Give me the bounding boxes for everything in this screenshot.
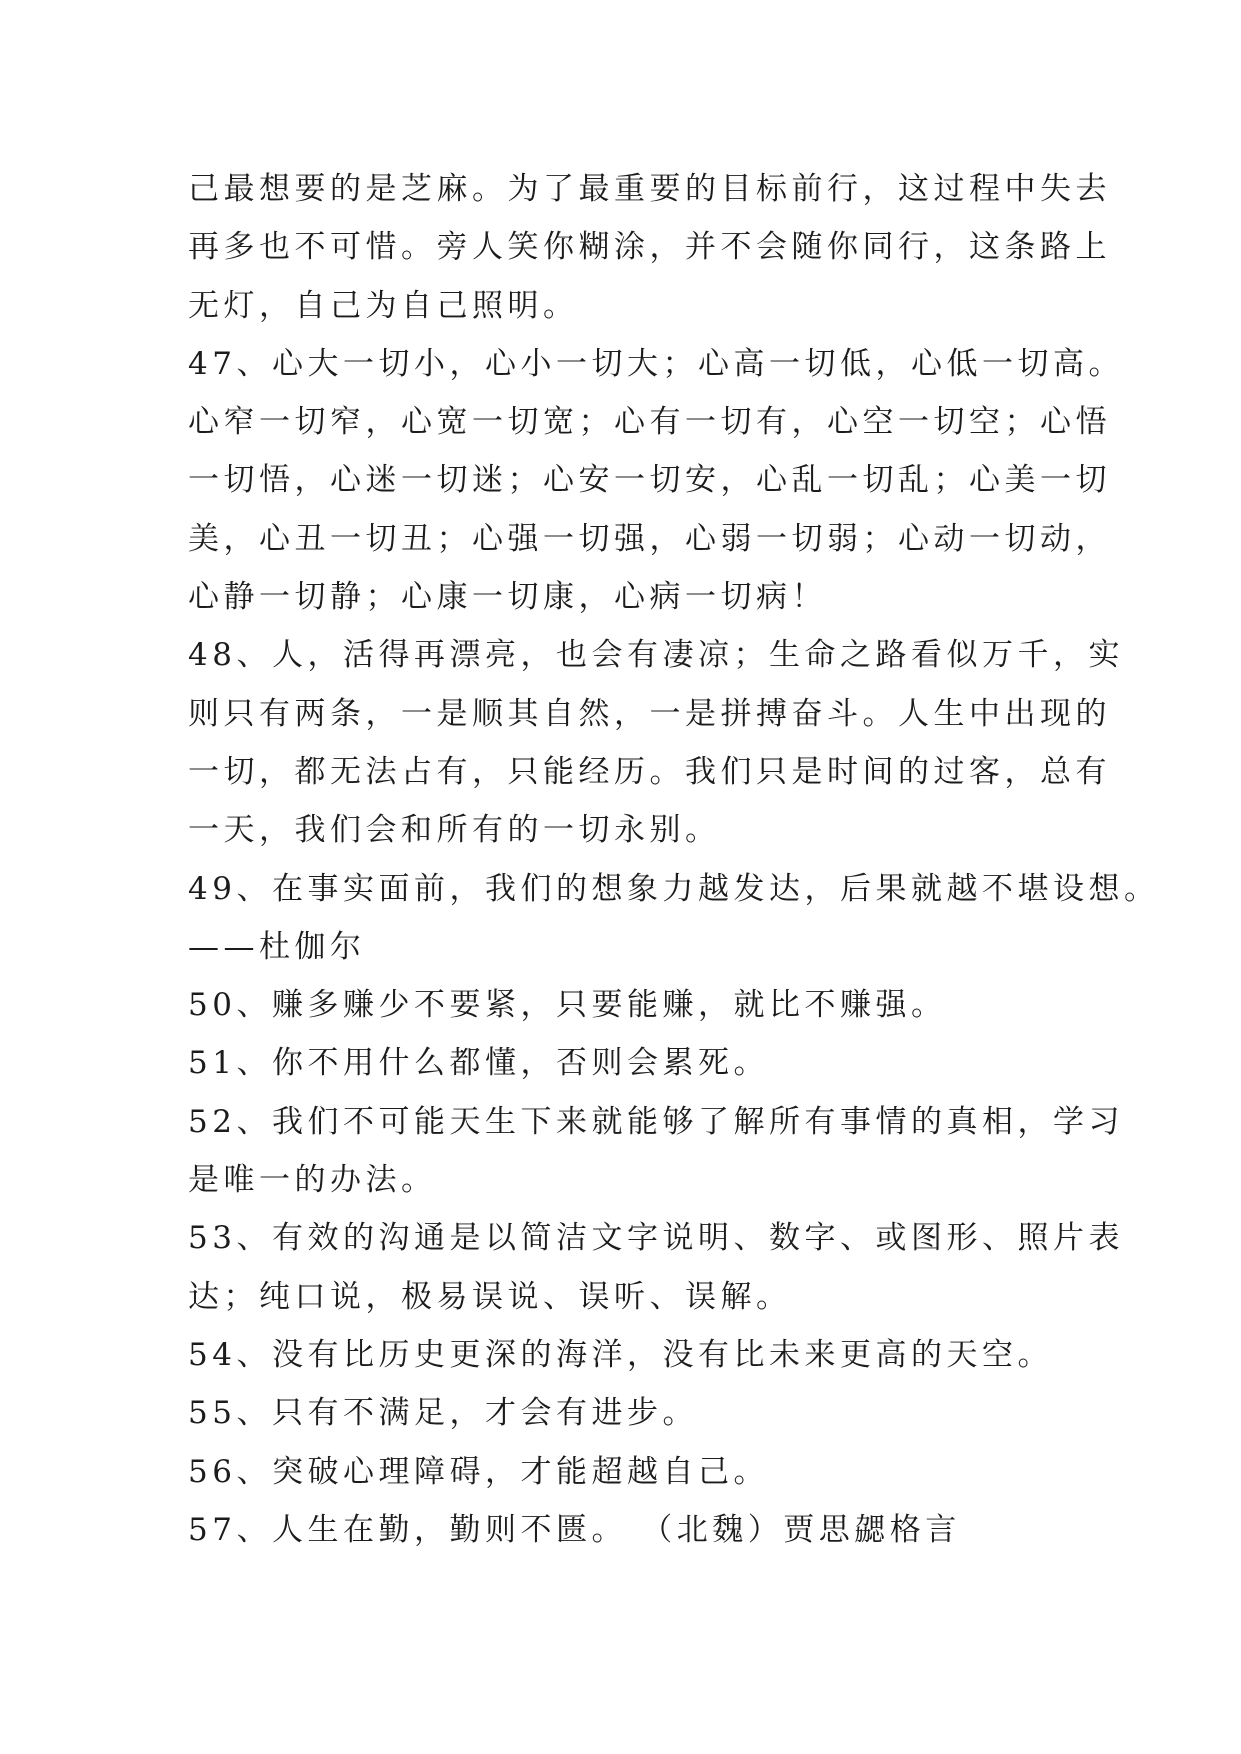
text-line: 再多也不可惜。旁人笑你糊涂，并不会随你同行，这条路上 — [188, 229, 1111, 266]
text-line: 57、人生在勤，勤则不匮。 （北魏）贾思勰格言 — [188, 1511, 961, 1548]
text-line: 49、在事实面前，我们的想象力越发达，后果就越不堪设想。 — [188, 870, 1160, 907]
text-line: 48、人，活得再漂亮，也会有凄凉；生命之路看似万千，实 — [188, 637, 1124, 674]
text-line: 52、我们不可能天生下来就能够了解所有事情的真相，学习 — [188, 1103, 1124, 1140]
text-line: 则只有两条，一是顺其自然，一是拼搏奋斗。人生中出现的 — [188, 695, 1111, 732]
text-line: 50、赚多赚少不要紧，只要能赚，就比不赚强。 — [188, 987, 947, 1024]
text-line: 55、只有不满足，才会有进步。 — [188, 1395, 698, 1432]
text-line: 己最想要的是芝麻。为了最重要的目标前行，这过程中失去 — [188, 171, 1111, 207]
text-line: 无灯，自己为自己照明。 — [188, 287, 579, 324]
text-line: 达；纯口说，极易误说、误听、误解。 — [188, 1278, 792, 1315]
text-line: 53、有效的沟通是以简洁文字说明、数字、或图形、照片表 — [188, 1220, 1124, 1257]
text-line: 心静一切静；心康一切康，心病一切病！ — [188, 579, 827, 616]
text-line: 美，心丑一切丑；心强一切强，心弱一切弱；心动一切动， — [188, 520, 1111, 557]
text-line: 心窄一切窄，心宽一切宽；心有一切有，心空一切空；心悟 — [188, 404, 1111, 441]
text-line: 54、没有比历史更深的海洋，没有比未来更高的天空。 — [188, 1336, 1053, 1373]
text-line: 一切悟，心迷一切迷；心安一切安，心乱一切乱；心美一切 — [188, 462, 1111, 499]
text-line: 51、你不用什么都懂，否则会累死。 — [188, 1045, 769, 1082]
text-line: 一天，我们会和所有的一切永别。 — [188, 812, 721, 849]
body-text — [188, 160, 1160, 1559]
text-line: ——杜伽尔 — [188, 928, 366, 965]
text-line: 一切，都无法占有，只能经历。我们只是时间的过客，总有 — [188, 753, 1111, 790]
text-line: 47、心大一切小，心小一切大；心高一切低，心低一切高。 — [188, 345, 1124, 382]
text-line: 56、突破心理障碍，才能超越自己。 — [188, 1453, 769, 1490]
text-line: 是唯一的办法。 — [188, 1162, 437, 1199]
